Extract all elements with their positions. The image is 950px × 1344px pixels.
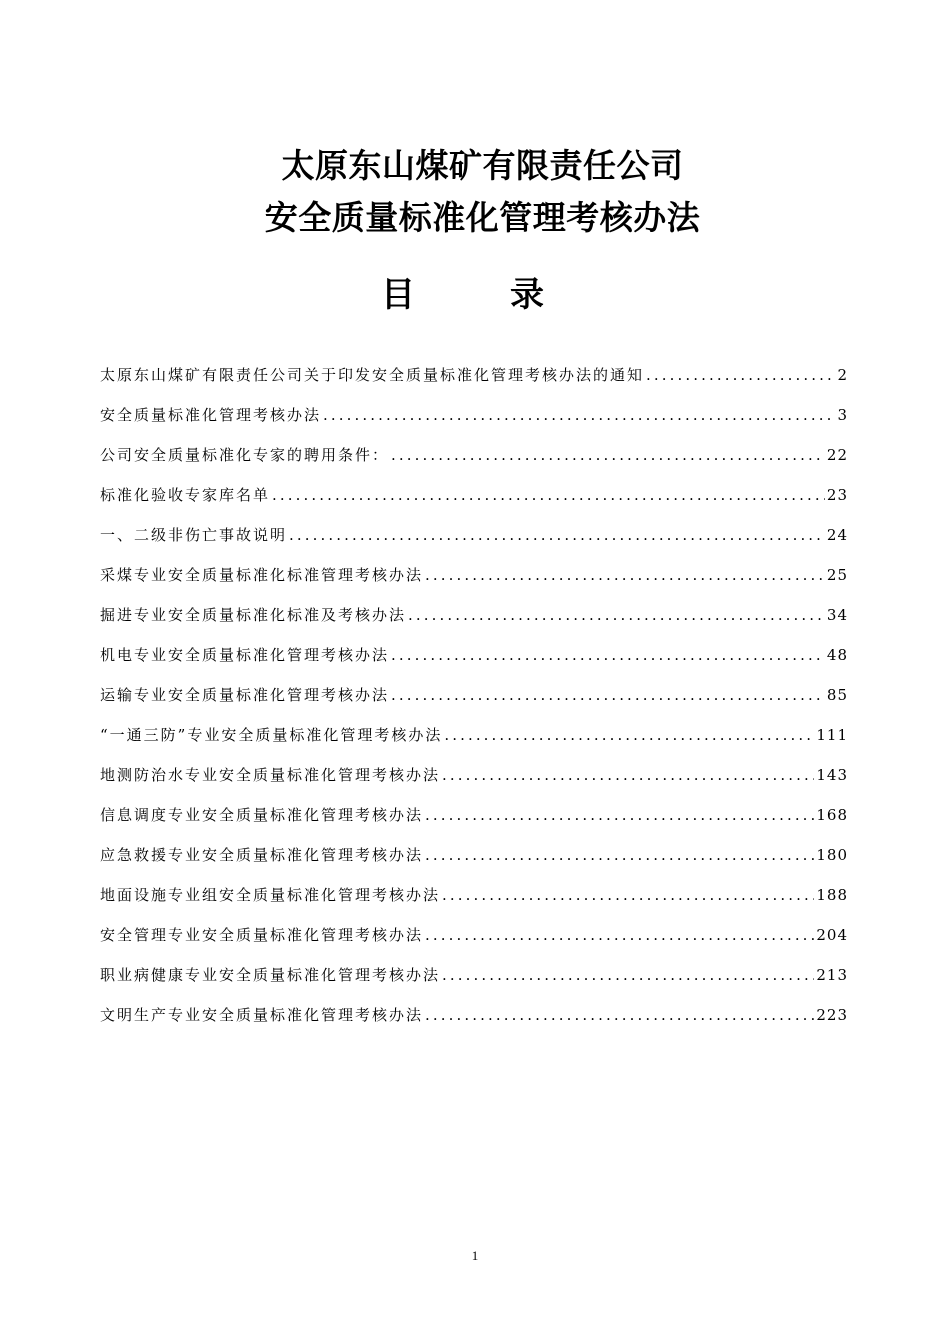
toc-entry-title: 采煤专业安全质量标准化标准管理考核办法 [100, 566, 424, 584]
toc-dot-leader [391, 646, 825, 664]
toc-entry[interactable] [100, 1004, 848, 1044]
toc-entry[interactable] [100, 684, 848, 724]
toc-entry-title: 文明生产专业安全质量标准化管理考核办法 [100, 1006, 424, 1024]
toc-entry-page: 25 [826, 566, 848, 584]
toc-entry-page: 223 [816, 1006, 848, 1024]
toc-entry[interactable] [100, 364, 848, 404]
toc-entry[interactable] [100, 644, 848, 684]
toc-entry-title: 公司安全质量标准化专家的聘用条件： [100, 446, 390, 464]
toc-entry[interactable] [100, 444, 848, 484]
toc-dot-leader [444, 726, 814, 744]
toc-dot-leader [391, 446, 825, 464]
toc-entry[interactable] [100, 884, 848, 924]
toc-entry-title: 太原东山煤矿有限责任公司关于印发安全质量标准化管理考核办法的通知 [100, 366, 645, 384]
toc-dot-leader [408, 606, 825, 624]
toc-entry-page: 85 [826, 686, 848, 704]
toc-entry-page: 23 [826, 486, 848, 504]
toc-entry-title: 安全管理专业安全质量标准化管理考核办法 [100, 926, 424, 944]
toc-entry[interactable] [100, 404, 848, 444]
toc-entry[interactable] [100, 564, 848, 604]
toc-entry-title: 安全质量标准化管理考核办法 [100, 406, 322, 424]
toc-entry-title: 标准化验收专家库名单 [100, 486, 271, 504]
toc-entry-page: 180 [816, 846, 848, 864]
toc-dot-leader [323, 406, 835, 424]
toc-entry-title: 信息调度专业安全质量标准化管理考核办法 [100, 806, 424, 824]
toc-dot-leader [289, 526, 825, 544]
title-line-company: 太原东山煤矿有限责任公司 [281, 146, 684, 185]
toc-dot-leader [646, 366, 835, 384]
toc-dot-leader [425, 1006, 814, 1024]
toc-entry-title: 地面设施专业组安全质量标准化管理考核办法 [100, 886, 441, 904]
toc-entry-title: 运输专业安全质量标准化管理考核办法 [100, 686, 390, 704]
document-title [0, 140, 950, 244]
toc-entry[interactable] [100, 524, 848, 564]
toc-entry[interactable] [100, 844, 848, 884]
toc-entry-title: 应急救援专业安全质量标准化管理考核办法 [100, 846, 424, 864]
toc-dot-leader [391, 686, 825, 704]
toc-entry[interactable] [100, 764, 848, 804]
toc-entry-title: 机电专业安全质量标准化管理考核办法 [100, 646, 390, 664]
toc-entry-page: 24 [826, 526, 848, 544]
toc-entry-page: 111 [816, 726, 848, 744]
toc-entry[interactable] [100, 804, 848, 844]
title-line-subject: 安全质量标准化管理考核办法 [264, 198, 701, 237]
toc-dot-leader [272, 486, 825, 504]
toc-entry-page: 188 [816, 886, 848, 904]
toc-entry-page: 204 [816, 926, 848, 944]
toc-entry[interactable] [100, 924, 848, 964]
toc-entry-title: “一通三防”专业安全质量标准化管理考核办法 [100, 726, 443, 744]
toc-dot-leader [425, 806, 814, 824]
toc-entry[interactable] [100, 964, 848, 1004]
toc-entry[interactable] [100, 484, 848, 524]
toc-dot-leader [442, 766, 814, 784]
toc-entry-title: 掘进专业安全质量标准化标准及考核办法 [100, 606, 407, 624]
table-of-contents [100, 364, 848, 1044]
toc-entry-page: 3 [837, 406, 848, 424]
toc-entry-page: 213 [816, 966, 848, 984]
toc-dot-leader [442, 966, 814, 984]
toc-entry-title: 地测防治水专业安全质量标准化管理考核办法 [100, 766, 441, 784]
toc-entry-page: 22 [826, 446, 848, 464]
toc-dot-leader [442, 886, 814, 904]
toc-dot-leader [425, 846, 814, 864]
page-number: 1 [471, 1248, 479, 1263]
toc-entry-page: 168 [816, 806, 848, 824]
toc-entry-page: 34 [826, 606, 848, 624]
toc-entry-title: 一、二级非伤亡事故说明 [100, 526, 288, 544]
toc-entry-page: 143 [816, 766, 848, 784]
toc-entry-title: 职业病健康专业安全质量标准化管理考核办法 [100, 966, 441, 984]
toc-entry-page: 2 [837, 366, 848, 384]
toc-entry[interactable] [100, 604, 848, 644]
toc-dot-leader [425, 566, 825, 584]
toc-dot-leader [425, 926, 814, 944]
toc-entry-page: 48 [826, 646, 848, 664]
toc-entry[interactable] [100, 724, 848, 764]
toc-heading: 目录 [381, 275, 639, 315]
